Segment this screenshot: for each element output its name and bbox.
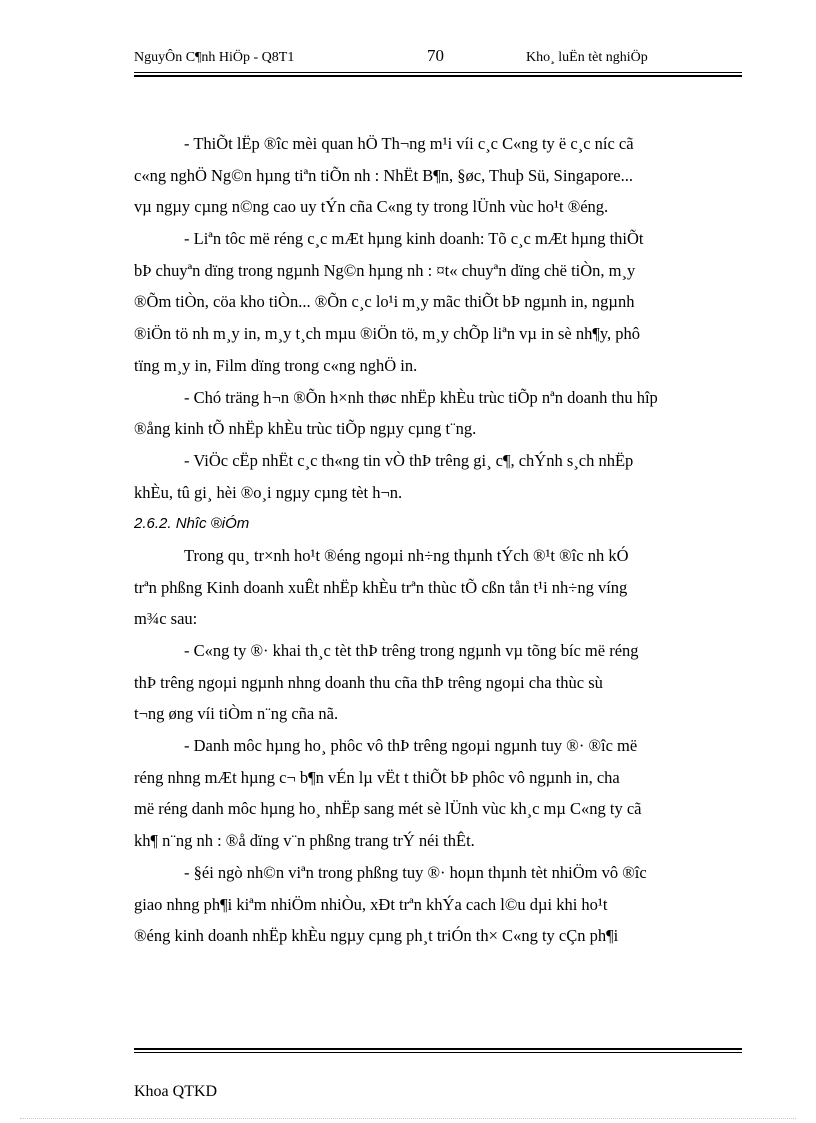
header-rule-thick bbox=[134, 75, 742, 77]
footer-rule-thick bbox=[134, 1048, 742, 1050]
text-line: Trong qu¸ tr×nh ho¹t ®éng ngoµi nh÷ng thµnh tÝch ®¹t ®îc nh kÓ bbox=[184, 545, 629, 565]
text-line: më réng danh môc hµng ho¸ nhËp sang mét sè lÜnh vùc kh¸c mµ C«ng ty cã bbox=[134, 799, 642, 819]
text-line: t¬ng øng víi tiÒm n¨ng cña nã. bbox=[134, 704, 339, 724]
text-line: ®éng kinh doanh nhËp khÈu ngµy cµng ph¸t triÓn th× C«ng ty cÇn ph¶i bbox=[134, 926, 619, 946]
header-author: NguyÔn C¶nh HiÖp - Q8T1 bbox=[134, 50, 295, 65]
text-line: ®iÖn tö nh m¸y in, m¸y t¸ch mµu ®iÖn tö, m¸y chÕp liªn vµ in sè nh¶y, phô bbox=[134, 324, 641, 344]
text-line: - ThiÕt lËp ®îc mèi quan hÖ Th¬ng m¹i víi c¸c C«ng ty ë c¸c níc cã bbox=[184, 134, 634, 153]
text-line: - §éi ngò nh©n viªn trong phßng tuy ®· hoµn thµnh tèt nhiÖm vô ®îc bbox=[184, 862, 647, 882]
header-doc-title: Kho¸ luËn tèt nghiÖp bbox=[526, 50, 648, 65]
text-line: réng nhng mÆt hµng c¬ b¶n vÉn lµ vËt t thiÕt bÞ phôc vô ngµnh in, cha bbox=[134, 767, 620, 787]
text-line: kh¶ n¨ng nh : ®å dïng v¨n phßng trang trÝ néi thÊt. bbox=[134, 831, 475, 851]
text-line: - Danh môc hµng ho¸ phôc vô thÞ trêng ngoµi ngµnh tuy ®· ®îc më bbox=[184, 736, 638, 756]
text-line: khÈu, tû gi¸ hèi ®o¸i ngµy cµng tèt h¬n. bbox=[134, 482, 403, 502]
text-line: m¾c sau: bbox=[134, 609, 198, 629]
text-line: c«ng nghÖ Ng©n hµng tiªn tiÕn nh : NhËt B¶n, §øc, Thuþ Sü, Singapore... bbox=[134, 165, 633, 185]
text-line: - ViÖc cËp nhËt c¸c th«ng tin vÒ thÞ trêng gi¸ c¶, chÝnh s¸ch nhËp bbox=[184, 450, 634, 470]
text-line: bÞ chuyªn dïng trong ngµnh Ng©n hµng nh : ¤t« chuyªn dïng chë tiÒn, m¸y bbox=[134, 260, 636, 280]
text-line: ®ång kinh tÕ nhËp khÈu trùc tiÕp ngµy cµng t¨ng. bbox=[134, 419, 477, 439]
text-line: ®Õm tiÒn, cöa kho tiÒn... ®Õn c¸c lo¹i m¸y mãc thiÕt bÞ ngµnh in, ngµnh bbox=[134, 292, 635, 312]
text-line: - C«ng ty ®· khai th¸c tèt thÞ trêng trong ngµnh vµ tõng bíc më réng bbox=[184, 641, 639, 660]
body-text bbox=[134, 128, 740, 952]
text-line: giao nhng ph¶i kiªm nhiÖm nhiÒu, xÐt trªn khÝa cach l©u dµi khi ho¹t bbox=[134, 894, 608, 914]
text-line: trªn phßng Kinh doanh xuÊt nhËp khÈu trªn thùc tÕ cßn tån t¹i nh÷ng víng bbox=[134, 577, 628, 597]
text-line: tïng m¸y in, Film dïng trong c«ng nghÖ in. bbox=[134, 355, 418, 375]
page-number: 70 bbox=[427, 46, 444, 65]
text-line: thÞ trêng ngoµi ngµnh nhng doanh thu cña thÞ trêng ngoµi cha thùc sù bbox=[134, 672, 603, 692]
text-line: vµ ngµy cµng n©ng cao uy tÝn cña C«ng ty trong lÜnh vùc ho¹t ®éng. bbox=[134, 197, 609, 217]
text-line: - Liªn tôc më réng c¸c mÆt hµng kinh doanh: Tõ c¸c mÆt hµng thiÕt bbox=[184, 229, 644, 249]
page-bottom-dotted-line bbox=[20, 1118, 796, 1119]
section-heading: 2.6.2. Nhîc ®iÓm bbox=[134, 515, 250, 533]
footer-rule-thin bbox=[134, 1052, 742, 1053]
text-line: - Chó träng h¬n ®Õn h×nh thøc nhËp khÈu trùc tiÕp nªn doanh thu hîp bbox=[184, 387, 658, 407]
header-rule-thin bbox=[134, 72, 742, 73]
footer-department: Khoa QTKD bbox=[134, 1083, 218, 1100]
